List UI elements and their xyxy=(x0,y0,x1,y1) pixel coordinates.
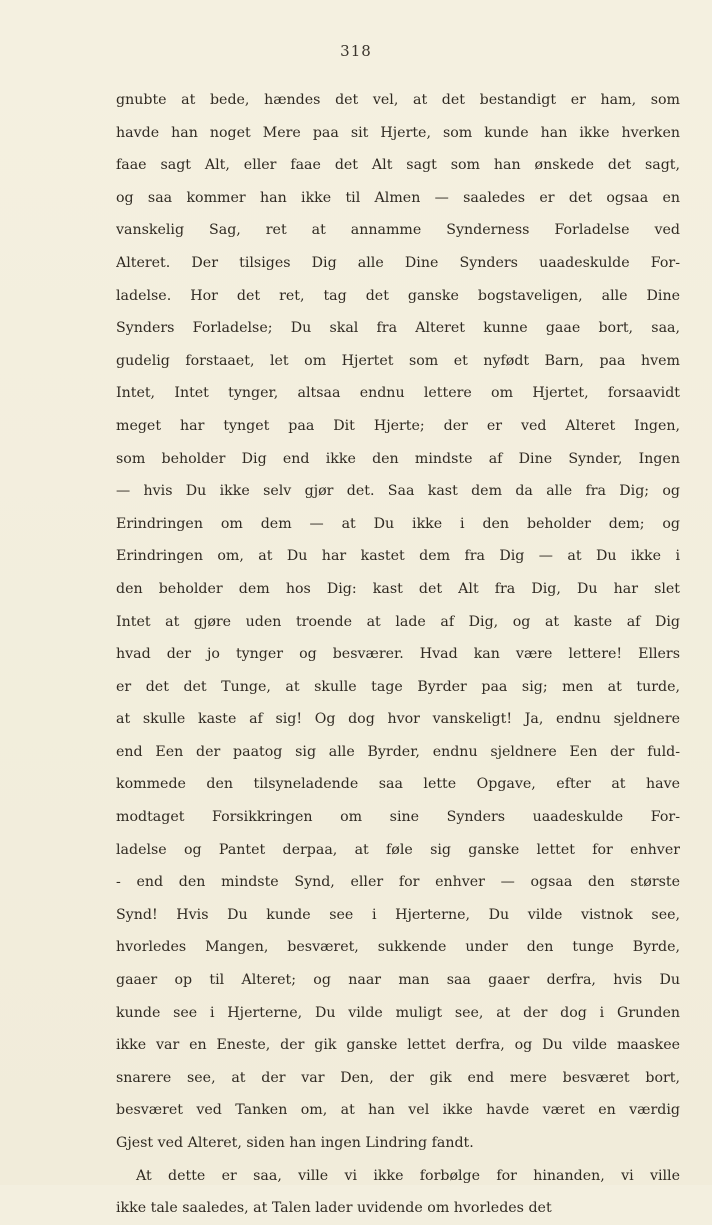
body-text xyxy=(116,84,680,1225)
page-number: 318 xyxy=(340,42,372,60)
text-line: snarere see, at der var Den, der gik end mere besværet bort, xyxy=(116,1069,680,1086)
text-line: end Een der paatog sig alle Byrder, endnu sjeldnere Een der fuld- xyxy=(116,743,680,760)
text-line: - end den mindste Synd, eller for enhver — ogsaa den største xyxy=(116,874,680,891)
text-line: havde han noget Mere paa sit Hjerte, som kunde han ikke hverken xyxy=(116,124,680,141)
text-line: kommede den tilsyneladende saa lette Opgave, efter at have xyxy=(116,776,680,793)
text-line: ladelse. Hor det ret, tag det ganske bogstaveligen, alle Dine xyxy=(116,287,680,304)
text-line: hvad der jo tynger og besværer. Hvad kan være lettere! Ellers xyxy=(116,646,680,663)
text-line: — hvis Du ikke selv gjør det. Saa kast dem da alle fra Dig; og xyxy=(116,483,680,500)
text-line: Synders Forladelse; Du skal fra Alteret kunne gaae bort, saa, xyxy=(116,320,680,337)
text-line: Erindringen om dem — at Du ikke i den beholder dem; og xyxy=(116,515,680,532)
text-line: faae sagt Alt, eller faae det Alt sagt som han ønskede det sagt, xyxy=(116,157,680,174)
text-line: vanskelig Sag, ret at annamme Synderness Forladelse ved xyxy=(116,222,680,239)
text-line: ladelse og Pantet derpaa, at føle sig ganske lettet for enhver xyxy=(116,841,680,858)
text-line: Intet at gjøre uden troende at lade af Dig, og at kaste af Dig xyxy=(116,613,680,630)
text-line: besværet ved Tanken om, at han vel ikke havde været en værdig xyxy=(116,1102,680,1119)
text-line: er det det Tunge, at skulle tage Byrder paa sig; men at turde, xyxy=(116,678,680,695)
text-line: Intet, Intet tynger, altsaa endnu lettere om Hjertet, forsaavidt xyxy=(116,385,680,402)
text-line: kunde see i Hjerterne, Du vilde muligt see, at der dog i Grunden xyxy=(116,1004,680,1021)
text-line: modtaget Forsikkringen om sine Synders uaadeskulde For- xyxy=(116,809,680,826)
text-line: gudelig forstaaet, let om Hjertet som et nyfødt Barn, paa hvem xyxy=(116,352,680,369)
text-line: den beholder dem hos Dig: kast det Alt fra Dig, Du har slet xyxy=(116,580,680,597)
text-line: gaaer op til Alteret; og naar man saa gaaer derfra, hvis Du xyxy=(116,972,680,989)
text-line-paragraph-start: At dette er saa, ville vi ikke forbølge for hinanden, vi ville xyxy=(136,1167,680,1184)
text-line: og saa kommer han ikke til Almen — saaledes er det ogsaa en xyxy=(116,189,680,206)
text-line: Erindringen om, at Du har kastet dem fra Dig — at Du ikke i xyxy=(116,548,680,565)
text-line-paragraph-end: Gjest ved Alteret, siden han ingen Lindring fandt. xyxy=(116,1135,474,1151)
text-line: ikke tale saaledes, at Talen lader uvidende om hvorledes det xyxy=(116,1200,552,1217)
text-line: som beholder Dig end ikke den mindste af Dine Synder, Ingen xyxy=(116,450,680,467)
text-line: hvorledes Mangen, besværet, sukkende under den tunge Byrde, xyxy=(116,939,680,956)
text-line: at skulle kaste af sig! Og dog hvor vanskeligt! Ja, endnu sjeldnere xyxy=(116,711,680,728)
text-line: Alteret. Der tilsiges Dig alle Dine Synders uaadeskulde For- xyxy=(116,254,680,271)
text-line: gnubte at bede, hændes det vel, at det bestandigt er ham, som xyxy=(116,92,680,108)
text-line: ikke var en Eneste, der gik ganske lettet derfra, og Du vilde maaskee xyxy=(116,1037,680,1054)
text-line: meget har tynget paa Dit Hjerte; der er ved Alteret Ingen, xyxy=(116,417,680,434)
text-line: Synd! Hvis Du kunde see i Hjerterne, Du vilde vistnok see, xyxy=(116,906,680,923)
